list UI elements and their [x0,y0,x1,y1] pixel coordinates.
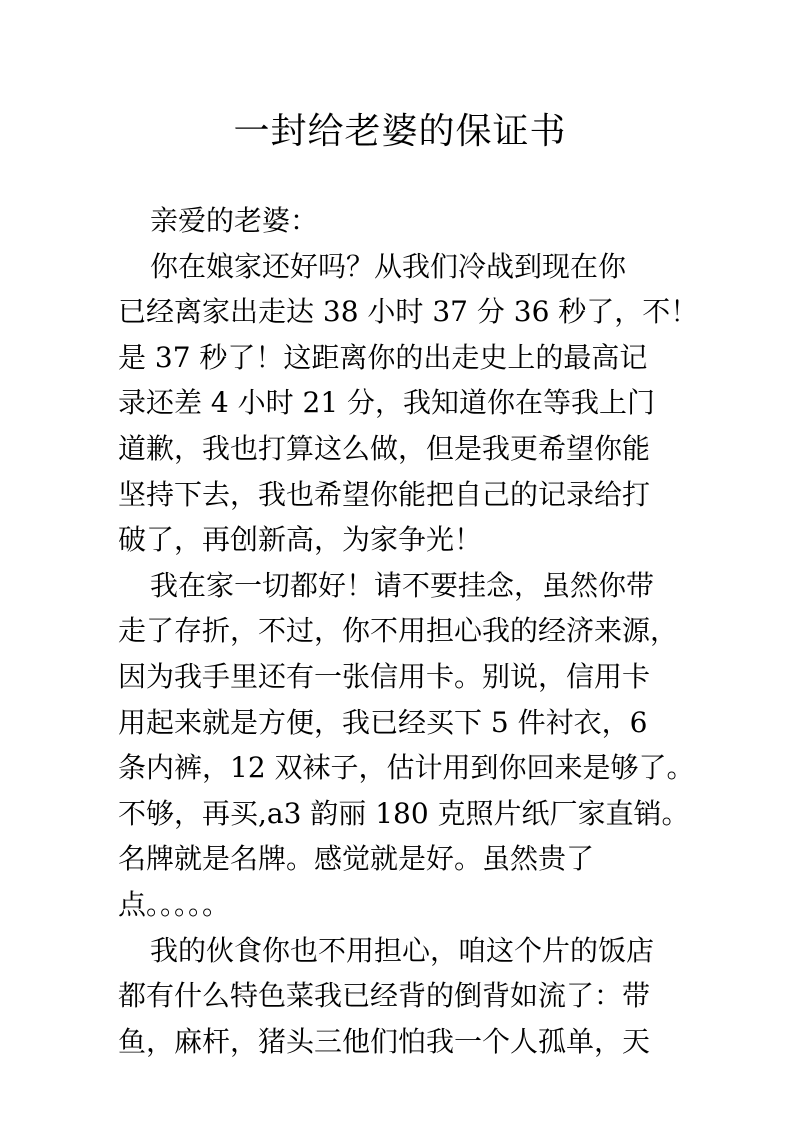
paragraph-line: 破了，再创新高，为家争光！ [118,523,483,557]
paragraph-line: 我在家一切都好！请不要挂念，虽然你带 [150,568,655,602]
paragraph-line: 条内裤，12 双袜子，估计用到你回来是够了。 [118,751,695,785]
paragraph-line: 已经离家出走达 38 小时 37 分 36 秒了，不！ [118,295,699,329]
paragraph-line: 你在娘家还好吗？从我们冷战到现在你 [150,249,627,283]
paragraph-line: 录还差 4 小时 21 分，我知道你在等我上门 [118,386,656,420]
paragraph-line: 道歉，我也打算这么做，但是我更希望你能 [118,431,651,465]
paragraph-line: 点。。。。。 [118,887,231,921]
paragraph-line: 都有什么特色菜我已经背的倒背如流了：带 [118,979,651,1013]
paragraph-line: 走了存折，不过，你不用担心我的经济来源， [118,614,679,648]
paragraph-line: 鱼，麻杆，猪头三他们怕我一个人孤单，天 [118,1024,651,1058]
paragraph-line: 是 37 秒了！这距离你的出走史上的最高记 [118,340,648,374]
paragraph-line: 名牌就是名牌。感觉就是好。虽然贵了 [118,842,595,876]
paragraph-line: 用起来就是方便，我已经买下 5 件衬衣，6 [118,705,648,739]
paragraph-line: 我的伙食你也不用担心，咱这个片的饭店 [150,933,655,967]
paragraph-line: 因为我手里还有一张信用卡。别说，信用卡 [118,659,651,693]
document-title: 一封给老婆的保证书 [233,111,567,152]
salutation-line: 亲爱的老婆： [150,204,319,237]
paragraph-line: 不够，再买,a3 韵丽 180 克照片纸厂家直销。 [118,796,690,830]
paragraph-line: 坚持下去，我也希望你能把自己的记录给打 [118,477,651,511]
letter-body [118,198,718,1064]
